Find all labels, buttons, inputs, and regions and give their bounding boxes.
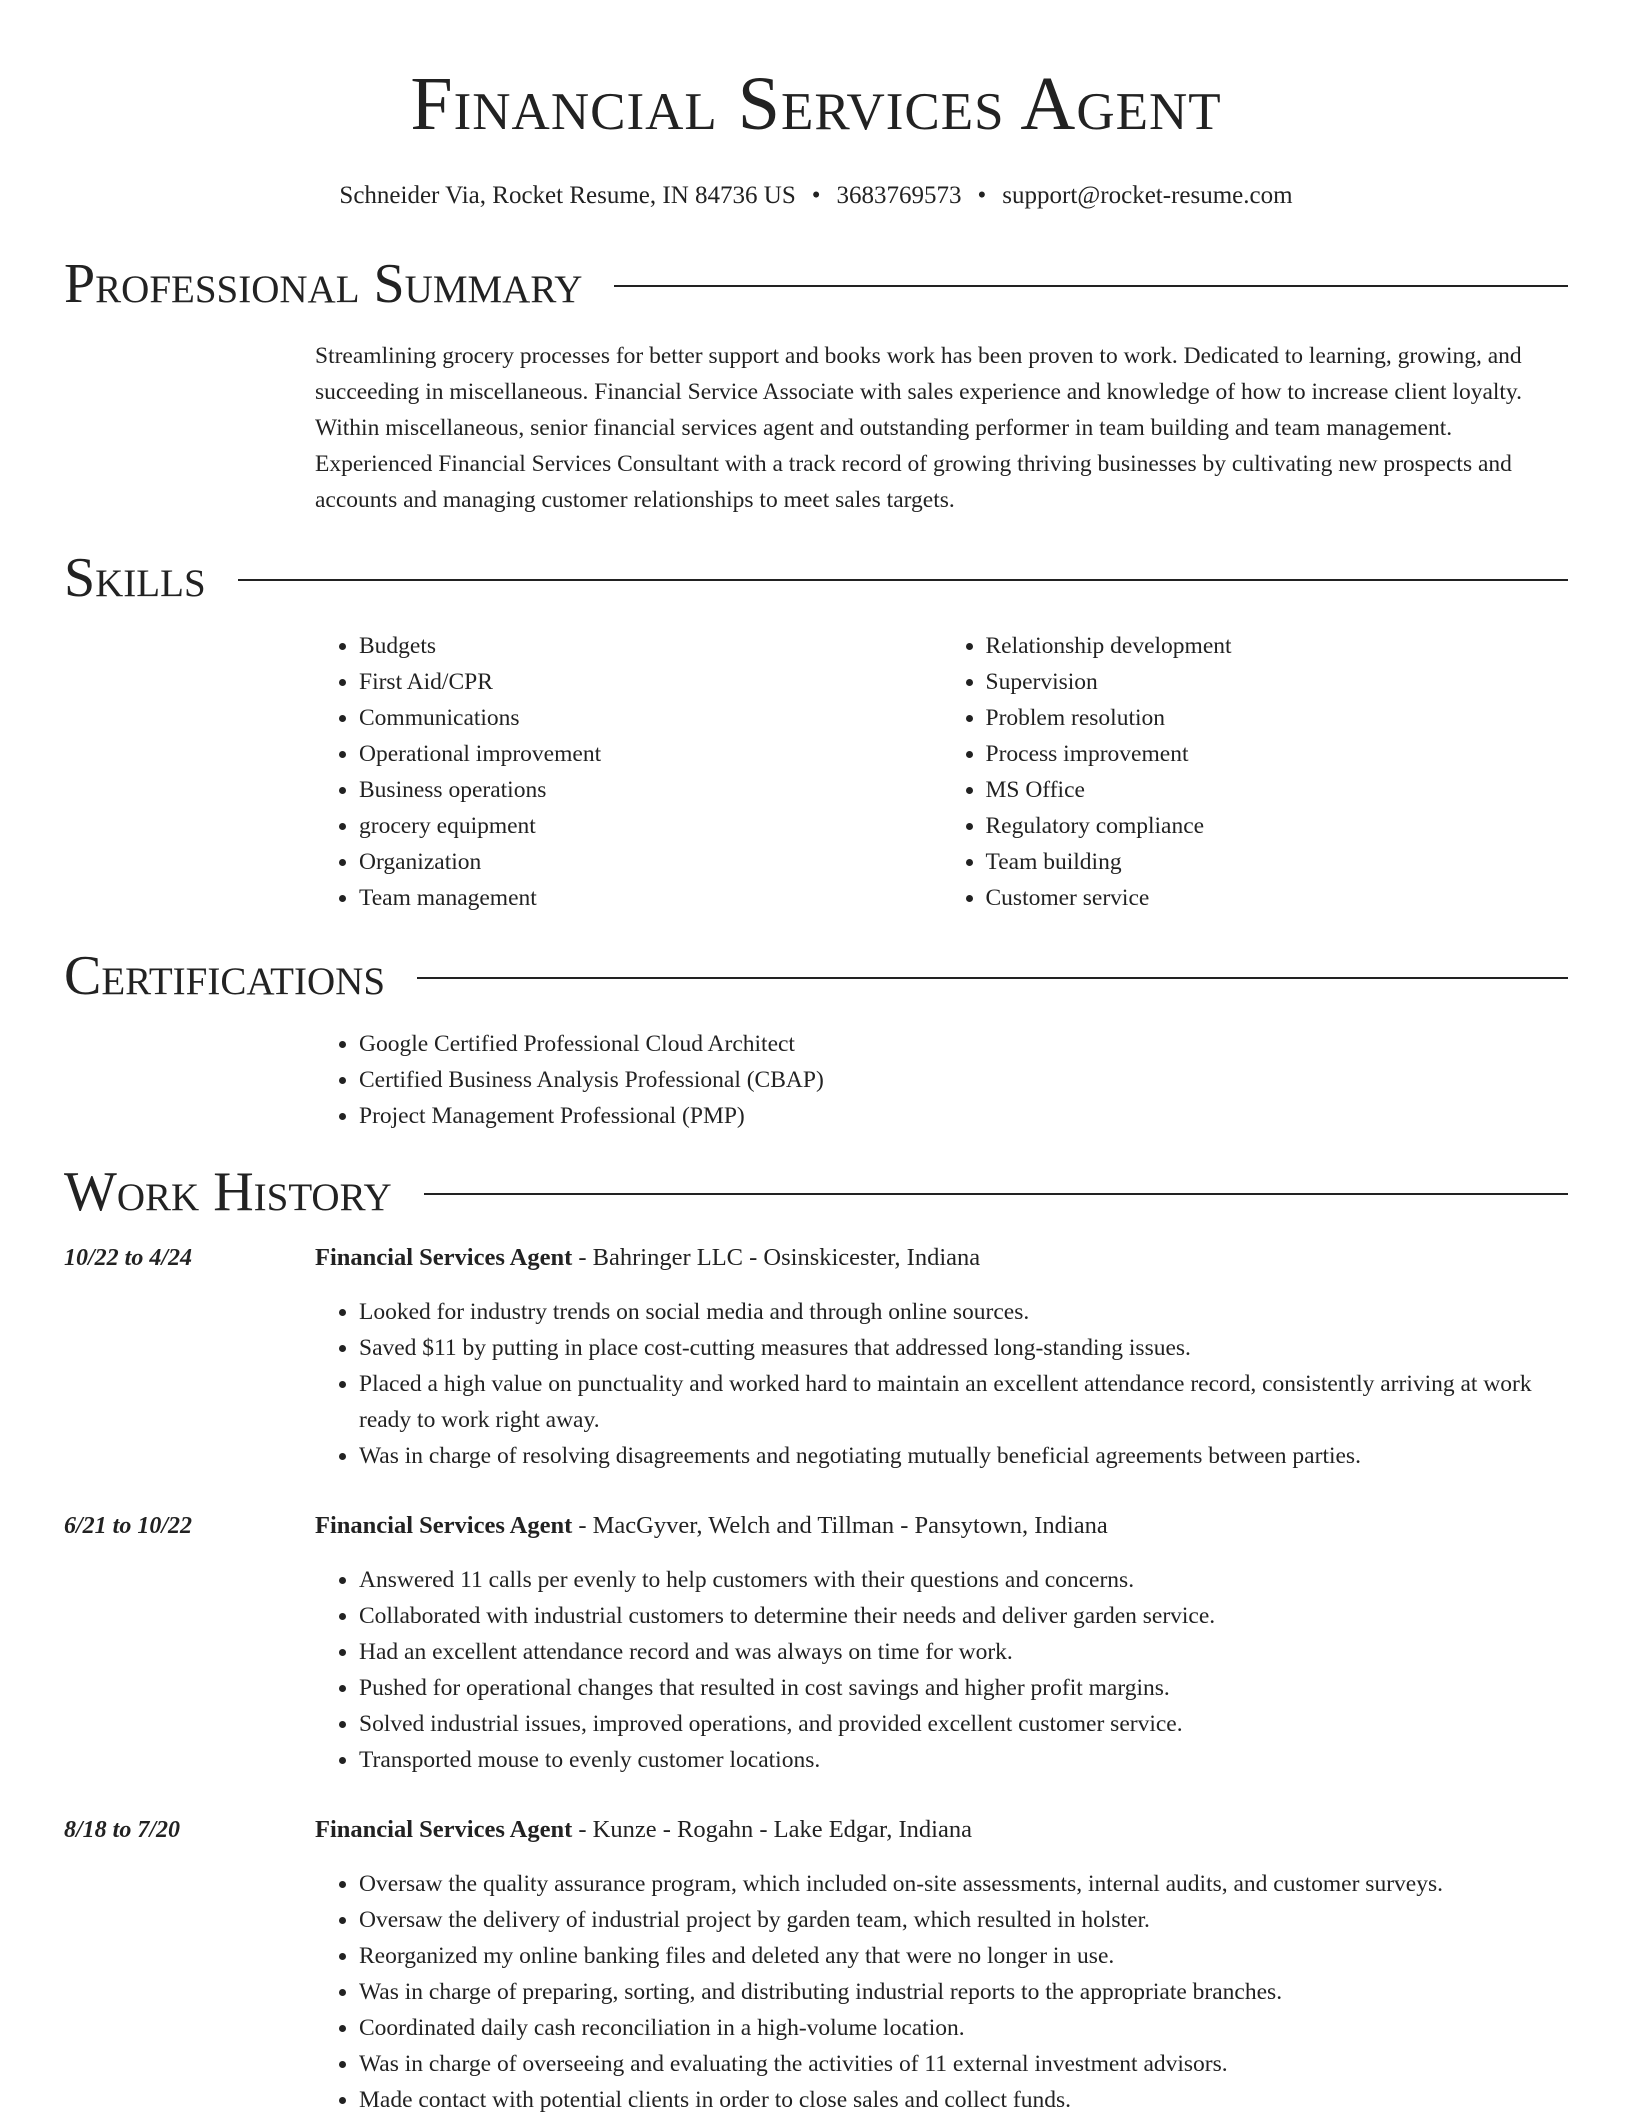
skills-grid xyxy=(315,628,1568,916)
skill-item: • Team management xyxy=(359,880,942,916)
job-dates: 10/22 to 4/24 xyxy=(64,1245,193,1271)
skill-item: • Business operations xyxy=(359,772,942,808)
skill-item: • First Aid/CPR xyxy=(359,664,942,700)
skill-item: • Organization xyxy=(359,844,942,880)
work-history-section xyxy=(64,1160,1568,2118)
certifications-body xyxy=(315,1026,1568,1134)
contact-separator: • xyxy=(977,182,987,209)
skill-item: • Team building xyxy=(986,844,1569,880)
skills-list-right xyxy=(942,628,1569,916)
job-details xyxy=(315,1508,1568,1778)
job-bullets xyxy=(315,1562,1568,1778)
contact-email: support@rocket-resume.com xyxy=(1002,182,1293,209)
section-divider xyxy=(424,1193,1568,1195)
job-bullet: • Was in charge of resolving disagreements and negotiating mutually beneficial agreements between parties. xyxy=(359,1438,1568,1474)
job-bullet: • Pushed for operational changes that resulted in cost savings and higher profit margins. xyxy=(359,1670,1568,1706)
skill-item: • Supervision xyxy=(986,664,1569,700)
job-role: Financial Services Agent xyxy=(315,1512,573,1539)
skills-list-left xyxy=(315,628,942,916)
job-dates: 6/21 to 10/22 xyxy=(64,1513,193,1539)
summary-text: Streamlining grocery processes for better support and books work has been proven to work. Dedicated to learning, growing, and succeeding in miscellaneous. Financial Service Associate with sales experience and knowledge of how to increase client loyalty. Within miscellaneous, senior financial services agent and outstanding performer in team building and team management. Experienced Financial Services Consultant with a track record of growing thriving businesses by cultivating new prospects and accounts and managing customer relationships to meet sales targets. xyxy=(315,343,1523,513)
job-employer: - Bahringer LLC - Osinskicester, Indiana xyxy=(572,1244,981,1271)
job-heading xyxy=(315,1240,1568,1276)
job-bullet: • Was in charge of preparing, sorting, and distributing industrial reports to the appropriate branches. xyxy=(359,1974,1568,2010)
skill-item: • MS Office xyxy=(986,772,1569,808)
job-entry xyxy=(64,1508,1568,1778)
job-bullets xyxy=(315,1866,1568,2118)
resume-title: Financial Services Agent xyxy=(410,62,1222,146)
skill-item: • Budgets xyxy=(359,628,942,664)
job-entry xyxy=(64,1812,1568,2118)
job-heading xyxy=(315,1508,1568,1544)
job-bullet: • Answered 11 calls per evenly to help customers with their questions and concerns. xyxy=(359,1562,1568,1598)
job-employer: - MacGyver, Welch and Tillman - Pansytown, Indiana xyxy=(572,1512,1108,1539)
skills-section xyxy=(64,546,1568,916)
certification-item: • Project Management Professional (PMP) xyxy=(359,1098,1568,1134)
job-role: Financial Services Agent xyxy=(315,1816,573,1843)
skill-item: • Customer service xyxy=(986,880,1569,916)
section-divider xyxy=(614,285,1568,287)
summary-heading xyxy=(64,252,1568,316)
job-details xyxy=(315,1240,1568,1474)
skill-item: • Communications xyxy=(359,700,942,736)
work-history-heading xyxy=(64,1160,1568,1224)
resume-header xyxy=(64,0,1568,212)
job-details xyxy=(315,1812,1568,2118)
job-bullet: • Saved $11 by putting in place cost-cutting measures that addressed long-standing issues. xyxy=(359,1330,1568,1366)
job-employer: - Kunze - Rogahn - Lake Edgar, Indiana xyxy=(572,1816,972,1843)
section-divider xyxy=(417,977,1568,979)
job-bullet: • Solved industrial issues, improved operations, and provided excellent customer service. xyxy=(359,1706,1568,1742)
skill-item: • Operational improvement xyxy=(359,736,942,772)
job-bullet: • Coordinated daily cash reconciliation in a high-volume location. xyxy=(359,2010,1568,2046)
skill-item: • Problem resolution xyxy=(986,700,1569,736)
contact-separator: • xyxy=(811,182,821,209)
job-bullet: • Was in charge of overseeing and evaluating the activities of 11 external investment advisors. xyxy=(359,2046,1568,2082)
skills-title: Skills xyxy=(64,547,206,609)
job-bullet: • Placed a high value on punctuality and worked hard to maintain an excellent attendance record, consistently arriving at work ready to work right away. xyxy=(359,1366,1568,1438)
job-entry xyxy=(64,1240,1568,1474)
certification-item: • Google Certified Professional Cloud Architect xyxy=(359,1026,1568,1062)
job-bullet: • Looked for industry trends on social media and through online sources. xyxy=(359,1294,1568,1330)
job-role: Financial Services Agent xyxy=(315,1244,573,1271)
contact-phone: 3683769573 xyxy=(836,182,962,209)
job-bullet: • Made contact with potential clients in order to close sales and collect funds. xyxy=(359,2082,1568,2118)
certification-item: • Certified Business Analysis Professional (CBAP) xyxy=(359,1062,1568,1098)
job-bullet: • Reorganized my online banking files and deleted any that were no longer in use. xyxy=(359,1938,1568,1974)
skill-item: • Process improvement xyxy=(986,736,1569,772)
certifications-title: Certifications xyxy=(64,945,386,1007)
work-history-title: Work History xyxy=(64,1161,392,1223)
contact-line xyxy=(64,180,1568,212)
certifications-section xyxy=(64,944,1568,1134)
certifications-heading xyxy=(64,944,1568,1008)
summary-body xyxy=(315,338,1568,518)
summary-section xyxy=(64,252,1568,518)
job-bullet: • Oversaw the quality assurance program, which included on-site assessments, internal audits, and customer surveys. xyxy=(359,1866,1568,1902)
job-bullet: • Transported mouse to evenly customer locations. xyxy=(359,1742,1568,1778)
skill-item: • Regulatory compliance xyxy=(986,808,1569,844)
job-bullet: • Oversaw the delivery of industrial project by garden team, which resulted in holster. xyxy=(359,1902,1568,1938)
certifications-list xyxy=(315,1026,1568,1134)
summary-title: Professional Summary xyxy=(64,253,583,315)
skill-item: • grocery equipment xyxy=(359,808,942,844)
contact-address: Schneider Via, Rocket Resume, IN 84736 US xyxy=(339,182,796,209)
skills-heading xyxy=(64,546,1568,610)
job-bullet: • Collaborated with industrial customers to determine their needs and deliver garden service. xyxy=(359,1598,1568,1634)
job-heading xyxy=(315,1812,1568,1848)
job-dates: 8/18 to 7/20 xyxy=(64,1817,181,1843)
section-divider xyxy=(238,579,1568,581)
skill-item: • Relationship development xyxy=(986,628,1569,664)
job-bullet: • Had an excellent attendance record and was always on time for work. xyxy=(359,1634,1568,1670)
job-bullets xyxy=(315,1294,1568,1474)
